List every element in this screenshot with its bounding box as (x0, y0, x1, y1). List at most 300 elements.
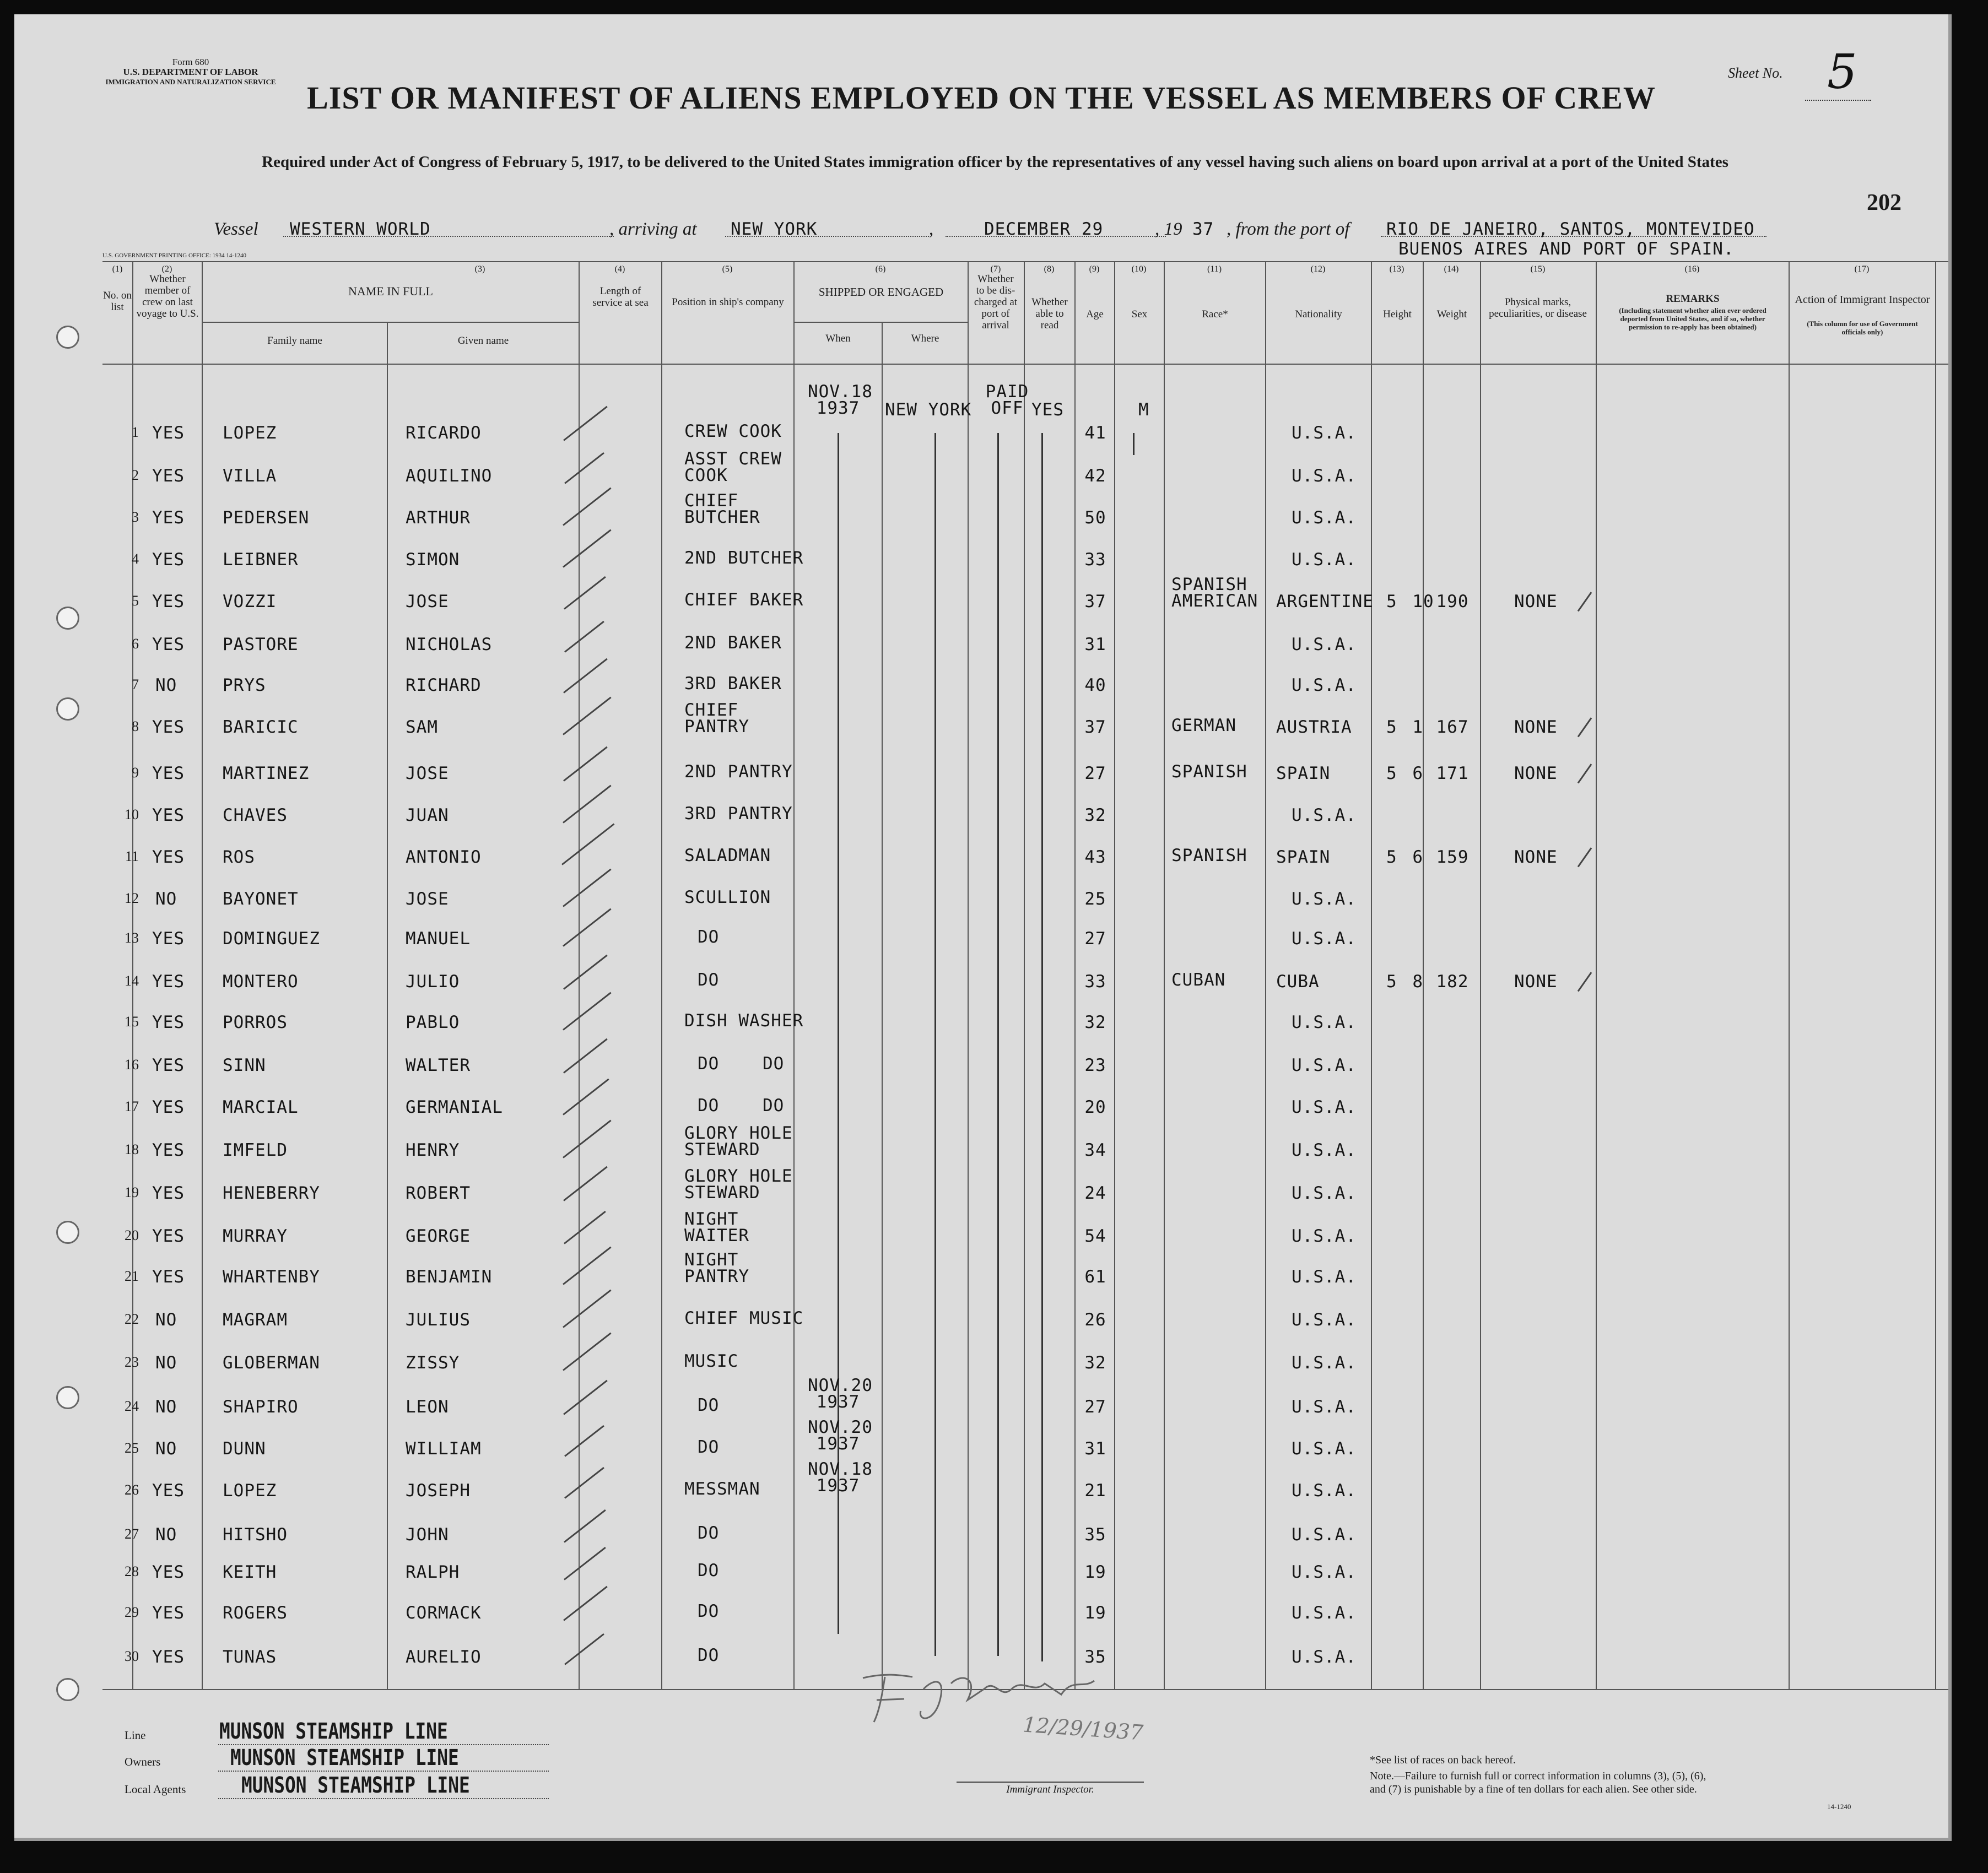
nationality: SPAIN (1276, 847, 1331, 867)
nationality: U.S.A. (1292, 889, 1357, 909)
family-name: HENEBERRY (223, 1183, 320, 1203)
position (684, 635, 782, 651)
family-name: GLOBERMAN (223, 1353, 320, 1373)
arrival-year: 37 (1192, 219, 1214, 239)
race-line: AMERICAN (1171, 591, 1258, 611)
age: 40 (1084, 675, 1106, 695)
position-line: COOK (684, 465, 728, 485)
position-line: 3RD BAKER (684, 674, 782, 694)
crew-flag: YES (152, 1055, 185, 1075)
family-name: ROGERS (223, 1603, 288, 1623)
col-rule (1164, 261, 1165, 1689)
nationality: U.S.A. (1292, 1267, 1357, 1287)
column-number: (6) (875, 264, 886, 274)
nationality: U.S.A. (1292, 1013, 1357, 1032)
marks-check-mark (1578, 847, 1592, 867)
crew-flag: NO (155, 1525, 177, 1545)
col-rule (793, 261, 795, 1689)
age: 27 (1084, 764, 1106, 783)
service-check-mark (564, 621, 604, 653)
when-line: NOV.18 (808, 382, 873, 402)
given-name: ARTHUR (406, 508, 471, 528)
when-line: NOV.20 (808, 1417, 873, 1437)
physical-marks: NONE (1514, 972, 1558, 992)
weight: 159 (1436, 847, 1469, 867)
crew-flag: YES (152, 1603, 185, 1623)
marks-check-mark (1578, 972, 1592, 992)
crew-flag: YES (152, 1226, 185, 1246)
family-name: DOMINGUEZ (223, 929, 320, 949)
col-rule (1789, 261, 1790, 1689)
crew-flag: YES (152, 550, 185, 570)
row-number: 8 (132, 718, 139, 734)
nationality: U.S.A. (1292, 423, 1357, 443)
col-rule (882, 322, 883, 1689)
column-number: (8) (1044, 264, 1055, 274)
service-check-mark (564, 1509, 606, 1543)
position (684, 1168, 793, 1201)
family-name: MONTERO (223, 972, 299, 992)
family-name: DUNN (223, 1439, 266, 1459)
col-rule (1480, 261, 1481, 1689)
age: 35 (1084, 1647, 1106, 1667)
shipped-when (808, 1417, 873, 1454)
header-family: Family name (267, 335, 322, 347)
owners-field (218, 1771, 549, 1772)
comma: , (929, 219, 934, 239)
row-number: 10 (125, 806, 139, 822)
row-number: 4 (132, 551, 139, 567)
race-line: CUBAN (1171, 970, 1226, 990)
col-rule (968, 261, 969, 1689)
race (1171, 717, 1236, 734)
given-name: SAM (406, 717, 438, 737)
family-name: BAYONET (223, 889, 299, 909)
age: 33 (1084, 972, 1106, 992)
service-check-mark (561, 823, 614, 865)
family-name: SINN (223, 1055, 266, 1075)
nationality: U.S.A. (1292, 1310, 1357, 1330)
weight: 182 (1436, 972, 1469, 992)
inspector-line (957, 1782, 1144, 1783)
position (684, 1211, 749, 1244)
age: 37 (1084, 592, 1106, 611)
age: 33 (1084, 550, 1106, 570)
crew-flag: YES (152, 1013, 185, 1032)
from-port-line-2: BUENOS AIRES AND PORT OF SPAIN. (1398, 239, 1735, 259)
given-name: BENJAMIN (406, 1267, 493, 1287)
physical-marks: NONE (1514, 847, 1558, 867)
crew-flag: YES (152, 1267, 185, 1287)
position-line: BUTCHER (684, 507, 760, 527)
given-name: RICHARD (406, 675, 482, 695)
position (684, 1125, 793, 1158)
nationality: U.S.A. (1292, 1353, 1357, 1373)
ditto-line (997, 433, 999, 1656)
family-name: MAGRAM (223, 1310, 288, 1330)
age: 23 (1084, 1055, 1106, 1075)
service-check-mark (563, 529, 612, 568)
position-line: MESSMAN (684, 1479, 760, 1499)
line-name: MUNSON STEAMSHIP LINE (219, 1719, 448, 1744)
header-when: When (825, 333, 851, 344)
row-number: 2 (132, 467, 139, 483)
form-code: 14-1240 (1827, 1802, 1851, 1811)
row-number: 13 (125, 930, 139, 946)
col-rule (1024, 261, 1025, 1689)
column-number: (14) (1444, 264, 1459, 274)
age: 19 (1084, 1562, 1106, 1582)
service-check-mark (563, 1120, 612, 1159)
discharge-line: OFF (991, 398, 1024, 418)
column-number: (1) (112, 264, 123, 274)
nationality: SPAIN (1276, 764, 1331, 783)
crew-flag: NO (155, 1353, 177, 1373)
nationality: U.S.A. (1292, 1097, 1357, 1117)
year-prefix: , 19 (1155, 219, 1182, 239)
position-line: GLORY HOLE (684, 1166, 793, 1186)
given-name: NICHOLAS (406, 635, 493, 654)
row-number: 26 (125, 1482, 139, 1498)
row-1-shipped-where: NEW YORK (885, 400, 972, 420)
row-number: 14 (125, 973, 139, 989)
ditto-line (838, 433, 839, 1634)
position (684, 1252, 749, 1285)
race (1171, 972, 1225, 988)
weight: 167 (1436, 717, 1469, 737)
age: 19 (1084, 1603, 1106, 1623)
weight: 171 (1436, 764, 1469, 783)
age: 31 (1084, 635, 1106, 654)
marks-check-mark (1578, 592, 1592, 611)
age: 42 (1084, 466, 1106, 486)
position-line: DO DO (698, 1096, 785, 1116)
height: 5 6 (1386, 847, 1423, 867)
age: 20 (1084, 1097, 1106, 1117)
row-number: 28 (125, 1563, 139, 1579)
header-sex: Sex (1131, 308, 1148, 320)
position-line: DO (698, 927, 720, 947)
family-name: CHAVES (223, 805, 288, 825)
column-number: (11) (1207, 264, 1222, 274)
inspector-signature (852, 1656, 1271, 1755)
column-number: (9) (1089, 264, 1100, 274)
position-line: STEWARD (684, 1140, 760, 1160)
service-check-mark (563, 1247, 612, 1285)
table-top-rule (102, 261, 1948, 262)
when-line: 1937 (816, 398, 860, 418)
row-number: 27 (125, 1526, 139, 1542)
position-line: DO DO (698, 1054, 785, 1074)
family-name: SHAPIRO (223, 1397, 299, 1417)
service-check-mark (563, 406, 608, 441)
header-read: Whether able to read (1031, 296, 1068, 331)
age: 27 (1084, 1397, 1106, 1417)
position (684, 592, 803, 608)
when-line: 1937 (816, 1434, 860, 1454)
position (684, 423, 782, 440)
age: 32 (1084, 805, 1106, 825)
given-name: JOSE (406, 764, 449, 783)
position (684, 675, 782, 692)
family-name: LEIBNER (223, 550, 299, 570)
nationality: U.S.A. (1292, 550, 1357, 570)
row-number: 3 (132, 509, 139, 525)
row-1-shipped-when (808, 382, 873, 418)
row-number: 25 (125, 1440, 139, 1456)
height: 5 6 (1386, 764, 1423, 783)
race (1171, 576, 1258, 609)
position (698, 1055, 784, 1072)
header-position: Position in ship's company (672, 296, 784, 308)
weight: 190 (1436, 592, 1469, 611)
manifest-sheet (14, 14, 1952, 1841)
column-number: (4) (614, 264, 625, 274)
header-action: Action of Immigrant Inspector (1795, 294, 1930, 306)
nationality: U.S.A. (1292, 805, 1357, 825)
crew-flag: YES (152, 1562, 185, 1582)
header-height: Height (1383, 308, 1412, 320)
row-number: 18 (125, 1141, 139, 1157)
signature-date: 12/29/1937 (1022, 1712, 1144, 1745)
family-name: MURRAY (223, 1226, 288, 1246)
position-line: DO (698, 1601, 720, 1621)
nationality: U.S.A. (1292, 1439, 1357, 1459)
given-name: ROBERT (406, 1183, 471, 1203)
physical-marks: NONE (1514, 764, 1558, 783)
service-check-mark (564, 1467, 604, 1499)
family-name: KEITH (223, 1562, 277, 1582)
position-line: SALADMAN (684, 846, 771, 865)
crew-flag: YES (152, 847, 185, 867)
vessel-label: Vessel (214, 219, 258, 239)
family-name: HITSHO (223, 1525, 288, 1545)
row-1-read: YES (1031, 400, 1064, 420)
row-number: 20 (125, 1227, 139, 1243)
position-line: PANTRY (684, 1266, 749, 1286)
position-line: CREW COOK (684, 421, 782, 441)
punch-hole (56, 697, 79, 721)
shipped-when (808, 1376, 873, 1412)
service-check-mark (564, 1425, 604, 1457)
position (684, 1353, 738, 1369)
position-line: WAITER (684, 1226, 749, 1246)
position-line: SCULLION (684, 887, 771, 907)
row-number: 11 (125, 848, 139, 864)
position (684, 764, 793, 780)
page-subtitle: Required under Act of Congress of February 5, 1917, to be delivered to the United States immigration officer by the representatives of any vessel having such aliens on board upon arrival at a port of the United States (262, 153, 1728, 171)
crew-flag: YES (152, 592, 185, 611)
nationality: U.S.A. (1292, 1562, 1357, 1582)
nationality: U.S.A. (1292, 1226, 1357, 1246)
position (698, 972, 719, 988)
when-line: 1937 (816, 1476, 860, 1496)
age: 21 (1084, 1481, 1106, 1501)
row-number: 22 (125, 1311, 139, 1327)
punch-hole (56, 1221, 79, 1244)
agents-label: Local Agents (125, 1783, 186, 1796)
row-number: 17 (125, 1098, 139, 1114)
position-line: NIGHT (684, 1250, 739, 1270)
column-number: (10) (1131, 264, 1147, 274)
column-number: (13) (1389, 264, 1404, 274)
header-length: Length of service at sea (592, 285, 649, 308)
position (698, 1562, 719, 1579)
race (1171, 847, 1247, 864)
crew-flag: YES (152, 1140, 185, 1160)
inspector-label: Immigrant Inspector. (1006, 1784, 1094, 1795)
row-number: 23 (125, 1354, 139, 1370)
service-check-mark (564, 576, 606, 610)
nationality: U.S.A. (1292, 1647, 1357, 1667)
service-check-mark (564, 452, 604, 484)
nationality: U.S.A. (1292, 1397, 1357, 1417)
nationality: ARGENTINE (1276, 592, 1374, 611)
given-name: JOSE (406, 889, 449, 909)
given-name: AQUILINO (406, 466, 493, 486)
sheet-label: Sheet No. (1728, 65, 1783, 81)
position-line: DO (698, 970, 720, 990)
nationality: U.S.A. (1292, 1481, 1357, 1501)
when-line: 1937 (816, 1392, 860, 1412)
position-line: DO (698, 1645, 720, 1665)
header-crew: Whether member of crew on last voyage to U.S. (136, 273, 199, 320)
nationality: U.S.A. (1292, 466, 1357, 486)
given-name: JOSE (406, 592, 449, 611)
service-check-mark (563, 955, 608, 990)
row-number: 30 (125, 1648, 139, 1664)
shipped-subrule (793, 322, 968, 323)
nationality: U.S.A. (1292, 1183, 1357, 1203)
header-remarks: REMARKS (1666, 293, 1720, 305)
nationality: U.S.A. (1292, 1055, 1357, 1075)
position (684, 550, 803, 566)
age: 31 (1084, 1439, 1106, 1459)
position-line: DO (698, 1395, 720, 1415)
given-name: ANTONIO (406, 847, 482, 867)
header-discharge: Whether to be dis-charged at port of arrival (974, 273, 1018, 331)
family-name: VILLA (223, 466, 277, 486)
position (684, 889, 771, 906)
position-line: 3RD PANTRY (684, 804, 793, 824)
column-number: (12) (1310, 264, 1326, 274)
row-number: 9 (132, 765, 139, 781)
form-number: Form 680 (172, 57, 209, 67)
given-name: AURELIO (406, 1647, 482, 1667)
position-line: DO (698, 1561, 720, 1580)
crew-flag: NO (155, 1439, 177, 1459)
when-line: NOV.18 (808, 1459, 873, 1479)
crew-flag: NO (155, 1310, 177, 1330)
position-line: CHIEF (684, 700, 739, 720)
header-marks: Physical marks, peculiarities, or disease (1489, 296, 1587, 320)
from-port-line-1: RIO DE JANEIRO, SANTOS, MONTEVIDEO (1386, 219, 1755, 239)
row-number: 15 (125, 1014, 139, 1030)
shipped-when (808, 1459, 873, 1496)
family-name: ROS (223, 847, 255, 867)
position-line: STEWARD (684, 1183, 760, 1203)
service-check-mark (563, 992, 612, 1031)
crew-flag: YES (152, 1481, 185, 1501)
when-line: NOV.20 (808, 1376, 873, 1395)
given-name: HENRY (406, 1140, 460, 1160)
header-bottom-rule (102, 364, 1948, 365)
age: 41 (1084, 423, 1106, 443)
position-line: DO (698, 1437, 720, 1457)
header-given: Given name (457, 335, 509, 347)
crew-flag: YES (152, 508, 185, 528)
crew-flag: YES (152, 1647, 185, 1667)
ditto-line (1041, 433, 1043, 1661)
position (684, 492, 760, 526)
nationality: U.S.A. (1292, 675, 1357, 695)
sheet-number: 5 (1827, 45, 1857, 100)
arrival-date: DECEMBER 29 (984, 219, 1104, 239)
crew-flag: YES (152, 972, 185, 992)
nationality: U.S.A. (1292, 1140, 1357, 1160)
given-name: RALPH (406, 1562, 460, 1582)
given-name: SIMON (406, 550, 460, 570)
service-check-mark (564, 1547, 606, 1580)
row-number: 16 (125, 1057, 139, 1073)
family-name: LOPEZ (223, 1481, 277, 1501)
age: 34 (1084, 1140, 1106, 1160)
family-name: MARCIAL (223, 1097, 299, 1117)
family-name: BARICIC (223, 717, 299, 737)
header-where: Where (911, 333, 939, 344)
agents-name: MUNSON STEAMSHIP LINE (241, 1773, 470, 1798)
given-name: JULIUS (406, 1310, 471, 1330)
age: 27 (1084, 929, 1106, 949)
crew-flag: YES (152, 764, 185, 783)
row-1-discharge (984, 383, 1030, 416)
service-check-mark (563, 785, 612, 824)
service-check-mark (563, 1290, 612, 1328)
position (684, 1310, 803, 1327)
crew-flag: YES (152, 423, 185, 443)
crew-flag: YES (152, 635, 185, 654)
col-rule (1265, 261, 1266, 1689)
row-number: 19 (125, 1184, 139, 1200)
service-check-mark (563, 1380, 608, 1415)
row-number: 12 (125, 890, 139, 906)
service-check-mark (563, 697, 612, 735)
service-check-mark (563, 658, 608, 694)
service: IMMIGRATION AND NATURALIZATION SERVICE (105, 78, 276, 86)
crew-flag: NO (155, 1397, 177, 1417)
given-name: MANUEL (406, 929, 471, 949)
service-check-mark (563, 1166, 608, 1201)
race-line: SPANISH (1171, 762, 1247, 782)
crew-flag: YES (152, 466, 185, 486)
service-check-mark (564, 1211, 606, 1244)
service-check-mark (563, 908, 612, 947)
row-number: 29 (125, 1604, 139, 1620)
from-label: , from the port of (1227, 219, 1350, 239)
ditto-line (934, 433, 936, 1656)
family-name: VOZZI (223, 592, 277, 611)
age: 61 (1084, 1267, 1106, 1287)
nationality: AUSTRIA (1276, 717, 1352, 737)
col-rule (387, 322, 388, 1689)
owners-name: MUNSON STEAMSHIP LINE (230, 1745, 459, 1771)
service-check-mark (563, 1333, 612, 1371)
position (684, 805, 793, 822)
nationality: CUBA (1276, 972, 1320, 992)
position-line: CHIEF MUSIC (684, 1308, 804, 1328)
given-name: JOSEPH (406, 1481, 471, 1501)
punch-hole (56, 1386, 79, 1409)
